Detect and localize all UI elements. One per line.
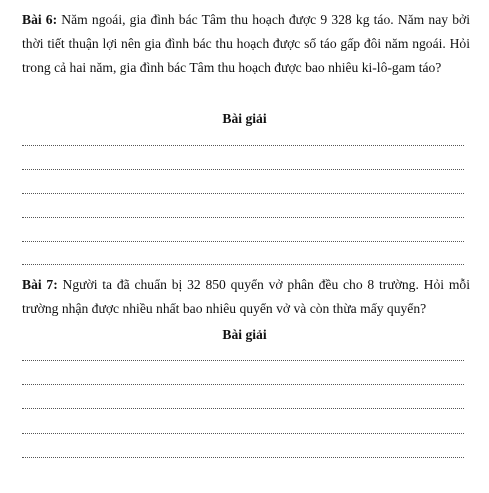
answer-line: [22, 193, 464, 194]
answer-line: [22, 433, 464, 434]
answer-line: [22, 457, 464, 458]
problem-7-text: [22, 273, 470, 321]
problem-6-solution-heading: Bài giải: [222, 111, 267, 126]
problem-7-body: Người ta đã chuẩn bị 32 850 quyển vở phân đều cho 8 trường. Hỏi mỗi trường nhận được nhiều nhất bao nhiêu quyển vở và còn thừa mấy quyển?: [22, 277, 470, 316]
answer-line: [22, 169, 464, 170]
problem-7-label: Bài 7:: [22, 277, 58, 292]
answer-line: [22, 264, 464, 265]
problem-6-label: Bài 6:: [22, 12, 58, 27]
answer-line: [22, 360, 464, 361]
problem-6-text: [22, 8, 470, 80]
problem-6-body: Năm ngoái, gia đình bác Tâm thu hoạch được 9 328 kg táo. Năm nay bởi thời tiết thuận lợi nên gia đình bác thu hoạch được số táo gấp đôi năm ngoái. Hỏi trong cả hai năm, gia đình bác Tâm thu hoạch được bao nhiêu ki-lô-gam táo?: [22, 12, 470, 75]
answer-line: [22, 408, 464, 409]
answer-line: [22, 217, 464, 218]
answer-line: [22, 241, 464, 242]
answer-line: [22, 145, 464, 146]
answer-line: [22, 384, 464, 385]
problem-7-solution-heading: Bài giải: [222, 327, 267, 342]
